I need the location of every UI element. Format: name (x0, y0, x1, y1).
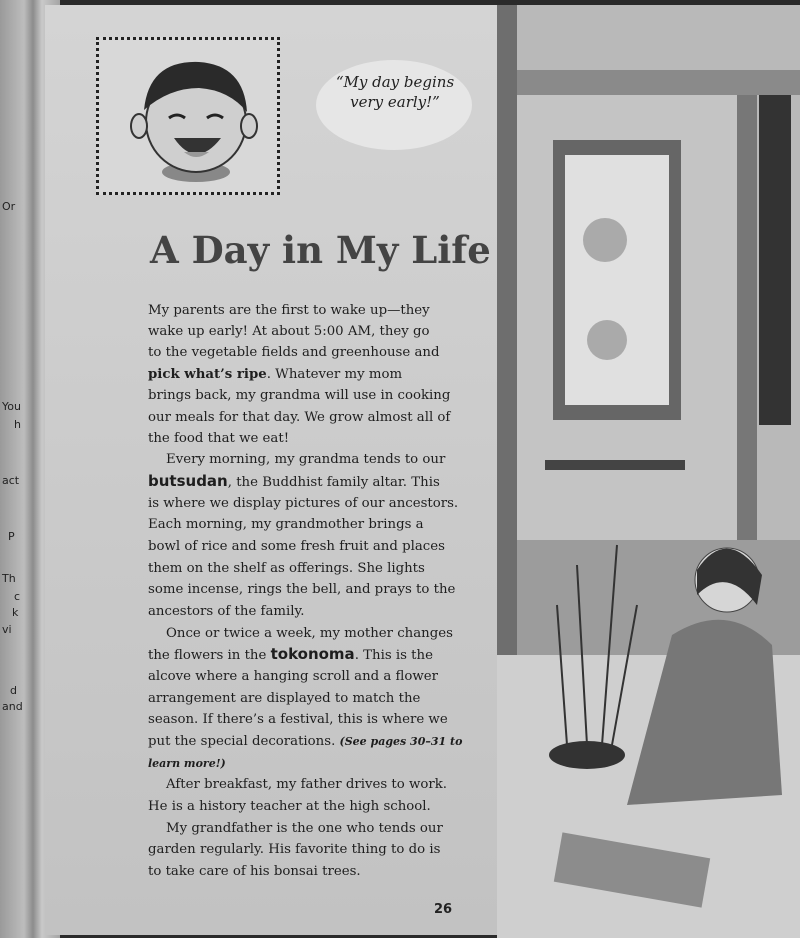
vocab-term: tokonoma (270, 645, 355, 663)
text-line: My parents are the first to wake up—they (148, 303, 430, 318)
edge-fragment: Or (2, 200, 16, 213)
text-line: is where we display pictures of our ancestors. (148, 496, 459, 511)
vocab-term: butsudan (148, 472, 228, 490)
edge-fragment: k (12, 606, 19, 619)
text-line: ancestors of the family. (148, 604, 305, 619)
text-line: the food that we eat! (148, 431, 290, 446)
text-line: Once or twice a week, my mother changes (166, 626, 453, 641)
text-span: the flowers in the (148, 648, 271, 663)
text-line (148, 367, 402, 382)
edge-fragment: d (10, 684, 17, 697)
laughing-boy-illustration (99, 40, 277, 192)
text-line: brings back, my grandma will use in cooking (148, 388, 451, 403)
text-line: bowl of rice and some fresh fruit and places (148, 539, 445, 554)
text-line (148, 734, 462, 749)
text-line: wake up early! At about 5:00 AM, they go (148, 324, 430, 339)
text-line: Every morning, my grandma tends to our (166, 452, 446, 467)
text-line: arrangement are displayed to match the (148, 691, 421, 706)
text-line: My grandfather is the one who tends our (166, 821, 443, 836)
edge-fragment: P (8, 530, 15, 543)
text-line: alcove where a hanging scroll and a flower (148, 669, 439, 684)
text-span: put the special decorations. (148, 734, 340, 749)
speech-line: “My day begins (335, 73, 455, 91)
edge-fragment: c (14, 590, 21, 603)
page-reference: (See pages 30–31 to (339, 735, 463, 748)
page-reference: learn more!) (148, 757, 226, 770)
text-line (148, 645, 433, 663)
text-line (148, 472, 440, 490)
edge-fragment: You (2, 400, 21, 413)
text-line: season. If there’s a festival, this is where we (148, 712, 448, 727)
text-line: Each morning, my grandmother brings a (148, 517, 424, 532)
page-number: 26 (434, 902, 453, 917)
edge-fragment: Th (2, 572, 16, 585)
text-line: to take care of his bonsai trees. (148, 864, 361, 879)
edge-fragment: h (14, 418, 21, 431)
speech-line: very early!” (350, 93, 440, 111)
edge-fragment: act (2, 474, 20, 487)
boy-portrait (96, 37, 280, 195)
text-line: garden regularly. His favorite thing to do is (148, 842, 441, 857)
text-line: He is a history teacher at the high school. (148, 799, 431, 814)
text-span: . This is the (354, 648, 433, 663)
text-line: them on the shelf as offerings. She lights (148, 561, 425, 576)
edge-fragment: and (2, 700, 23, 713)
text-line: some incense, rings the bell, and prays to the (148, 582, 456, 597)
text-line: to the vegetable fields and greenhouse and (148, 345, 440, 360)
text-span: . Whatever my mom (266, 367, 403, 382)
bold-term: pick what’s ripe (148, 367, 267, 382)
text-line: After breakfast, my father drives to work. (166, 777, 447, 792)
edge-fragment: vi (2, 623, 12, 636)
text-span: , the Buddhist family altar. This (227, 475, 440, 490)
tokonoma-illustration (497, 5, 800, 938)
text-line: our meals for that day. We grow almost all of (148, 410, 451, 425)
page-title: A Day in My Life (150, 228, 491, 272)
speech-bubble-text (330, 72, 460, 112)
